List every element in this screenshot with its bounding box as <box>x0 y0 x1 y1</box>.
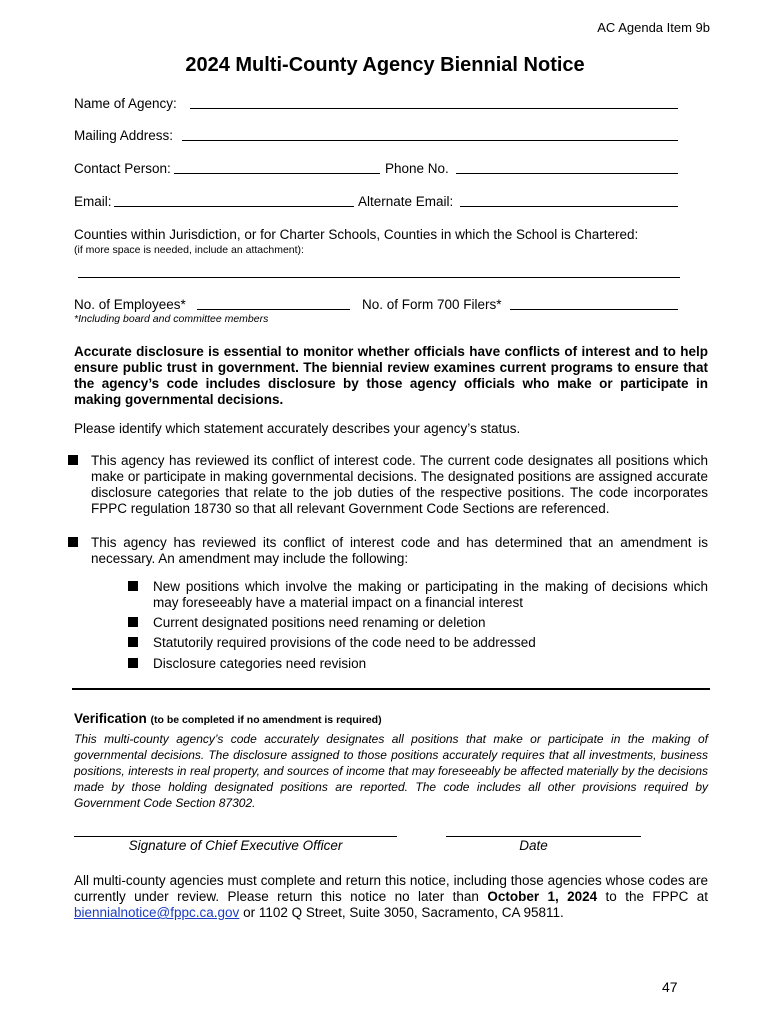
contact-person-field[interactable] <box>174 173 380 174</box>
form700-filers-label: No. of Form 700 Filers* <box>362 297 502 312</box>
renaming-checkbox[interactable] <box>128 617 138 627</box>
amendment-checkbox[interactable] <box>68 537 78 547</box>
email-label: Email: <box>74 194 112 209</box>
counties-label: Counties within Jurisdiction, or for Charter Schools, Counties in which the School is Chartered: <box>74 227 639 242</box>
date-field[interactable] <box>446 836 641 837</box>
new-positions-option: New positions which involve the making or participating in the making of decisions which may foreseeably have a material impact on a financial interest <box>153 579 708 610</box>
agency-name-label: Name of Agency: <box>74 96 177 111</box>
form700-filers-field[interactable] <box>510 309 678 310</box>
no-amendment-checkbox[interactable] <box>68 455 78 465</box>
alternate-email-field[interactable] <box>460 206 678 207</box>
verification-title: Verification <box>74 711 147 726</box>
deadline-date: October 1, 2024 <box>487 889 598 904</box>
return-text-3: or 1102 Q Street, Suite 3050, Sacramento, CA 95811. <box>239 905 564 920</box>
page-number: 47 <box>662 979 678 995</box>
employees-field[interactable] <box>197 309 350 310</box>
page-title: 2024 Multi-County Agency Biennial Notice <box>185 54 585 76</box>
employees-label: No. of Employees* <box>74 297 186 312</box>
phone-field[interactable] <box>456 173 678 174</box>
contact-person-label: Contact Person: <box>74 161 171 176</box>
agency-name-field[interactable] <box>190 108 678 109</box>
email-field[interactable] <box>114 206 354 207</box>
return-text-1: All multi-county agencies must complete and return this notice, including those agencies whose codes are currently under review. Please return this notice no later than <box>74 873 708 904</box>
new-positions-checkbox[interactable] <box>128 581 138 591</box>
verification-text: This multi-county agency’s code accurately designates all positions that make or participate in the making of governmental decisions. The disclosure assigned to those positions accurately requires that all investments, business positions, interests in real property, and sources of income that may foreseeably be affected materially by the decisions made by those holding designated positions are reported. The code includes all other provisions required by Government Code Section 87302. <box>74 732 708 810</box>
ceo-signature-label: Signature of Chief Executive Officer <box>128 838 343 853</box>
disclosure-categories-option: Disclosure categories need revision <box>153 656 367 671</box>
instruction-text: Please identify which statement accurately describes your agency’s status. <box>74 421 521 436</box>
mailing-address-field[interactable] <box>182 140 678 141</box>
return-instructions <box>74 873 708 921</box>
return-text-2: to the FPPC at <box>597 889 708 904</box>
agenda-item-label: AC Agenda Item 9b <box>597 20 710 35</box>
employees-note: *Including board and committee members <box>74 313 269 325</box>
fppc-email-link[interactable]: biennialnotice@fppc.ca.gov <box>74 905 240 920</box>
alternate-email-label: Alternate Email: <box>358 194 454 209</box>
mailing-address-label: Mailing Address: <box>74 128 174 143</box>
counties-field[interactable] <box>78 277 680 278</box>
amendment-statement: This agency has reviewed its conflict of interest code and has determined that an amendment is necessary. An amendment may include the following: <box>91 535 708 566</box>
date-label: Date <box>519 838 548 853</box>
phone-label: Phone No. <box>385 161 449 176</box>
verification-heading <box>74 711 382 726</box>
intro-paragraph: Accurate disclosure is essential to monitor whether officials have conflicts of interest and to help ensure public trust in government. The biennial review examines current programs to ensure that the agency’s code includes disclosure by those agency officials who make or participate in making governmental decisions. <box>74 344 708 407</box>
section-divider <box>72 688 710 690</box>
no-amendment-statement: This agency has reviewed its conflict of interest code. The current code designates all positions which make or participate in making governmental decisions. The designated positions are assigned accurate disclosure categories that relate to the job duties of the respective positions. The code incorporates FPPC regulation 18730 so that all relevant Government Code Sections are referenced. <box>91 453 708 516</box>
verification-subtitle: (to be completed if no amendment is required) <box>150 714 382 726</box>
disclosure-categories-checkbox[interactable] <box>128 658 138 668</box>
counties-note: (if more space is needed, include an attachment): <box>74 244 304 256</box>
ceo-signature-field[interactable] <box>74 836 397 837</box>
statutory-provisions-checkbox[interactable] <box>128 637 138 647</box>
renaming-option: Current designated positions need renaming or deletion <box>153 615 486 630</box>
statutory-provisions-option: Statutorily required provisions of the code need to be addressed <box>153 635 536 650</box>
